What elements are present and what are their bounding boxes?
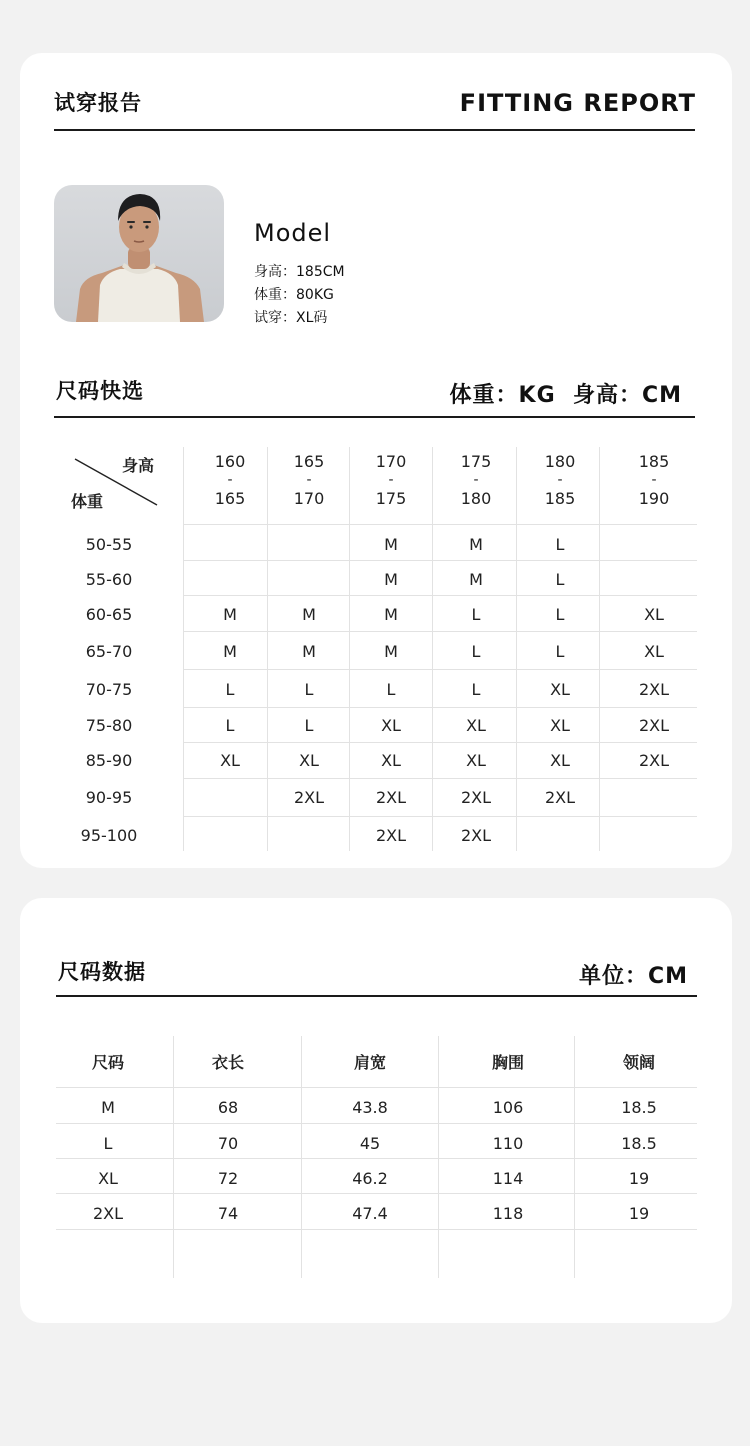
size-data-cell: 45: [359, 1134, 381, 1153]
size-data-cell: 19: [628, 1204, 650, 1223]
size-cell: XL: [466, 716, 486, 735]
size-data-cell: 114: [492, 1169, 524, 1188]
size-cell: M: [302, 642, 316, 661]
size-cell: L: [555, 570, 565, 589]
size-data-cell: 74: [217, 1204, 239, 1223]
size-cell: L: [304, 716, 314, 735]
weight-range-label: 70-75: [85, 680, 133, 699]
size-cell: L: [471, 605, 481, 624]
model-name: Model: [254, 219, 332, 247]
quick-grid-hline: [183, 631, 697, 632]
quick-grid-hline: [183, 707, 697, 708]
quick-grid-vline: [599, 447, 600, 851]
size-data-cell: 18.5: [621, 1134, 657, 1153]
size-cell: 2XL: [638, 680, 670, 699]
quick-grid-vline: [267, 447, 268, 851]
size-data-header: 衣长: [211, 1053, 245, 1072]
size-cell: M: [223, 642, 237, 661]
size-cell: M: [223, 605, 237, 624]
size-data-cell: 118: [492, 1204, 524, 1223]
size-data-cell: XL: [98, 1169, 118, 1188]
height-range-from: 185: [638, 452, 670, 471]
size-grid-hline: [56, 1193, 697, 1194]
size-grid-hline: [56, 1123, 697, 1124]
height-range-from: 180: [544, 452, 576, 471]
corner-height-label: 身高: [122, 456, 155, 475]
weight-range-label: 65-70: [85, 642, 133, 661]
size-cell: L: [555, 535, 565, 554]
size-cell: XL: [644, 605, 664, 624]
height-range-dash: -: [557, 472, 563, 488]
size-grid-hline: [56, 1158, 697, 1159]
fitting-title-cn: 试穿报告: [54, 91, 142, 115]
size-data-header: 肩宽: [353, 1053, 387, 1072]
size-data-cell: 106: [492, 1098, 524, 1117]
size-cell: 2XL: [375, 788, 407, 807]
size-cell: L: [471, 680, 481, 699]
size-data-cell: 70: [217, 1134, 239, 1153]
height-range-to: 165: [214, 489, 246, 508]
size-data-cell: 46.2: [352, 1169, 388, 1188]
size-grid-hline: [56, 1229, 697, 1230]
model-photo: [54, 185, 224, 322]
size-cell: XL: [550, 680, 570, 699]
quick-grid-vline: [349, 447, 350, 851]
size-data-header: 尺码: [91, 1053, 125, 1072]
size-cell: XL: [381, 751, 401, 770]
size-cell: M: [469, 570, 483, 589]
size-data-cell: 18.5: [621, 1098, 657, 1117]
quick-grid-vline: [183, 447, 184, 851]
height-range-dash: -: [651, 472, 657, 488]
size-data-cell: M: [101, 1098, 115, 1117]
height-range-dash: -: [388, 472, 394, 488]
size-cell: M: [384, 570, 398, 589]
height-range-from: 170: [375, 452, 407, 471]
size-data-header: 胸围: [491, 1053, 525, 1072]
size-grid-vline: [173, 1036, 174, 1278]
height-range-to: 170: [293, 489, 325, 508]
height-range-to: 185: [544, 489, 576, 508]
size-cell: XL: [220, 751, 240, 770]
quick-grid-hline: [183, 742, 697, 743]
size-cell: 2XL: [638, 751, 670, 770]
size-cell: L: [304, 680, 314, 699]
height-range-to: 180: [460, 489, 492, 508]
size-data-cell: L: [103, 1134, 113, 1153]
size-cell: L: [386, 680, 396, 699]
corner-diagonal-icon: [70, 451, 170, 511]
quick-size-rule: [54, 416, 695, 418]
quick-grid-hline: [183, 816, 697, 817]
height-range-from: 175: [460, 452, 492, 471]
size-cell: XL: [381, 716, 401, 735]
size-cell: L: [225, 680, 235, 699]
model-size: 试穿：XL码: [254, 310, 328, 326]
quick-size-title: 尺码快选: [56, 379, 144, 403]
size-data-cell: 72: [217, 1169, 239, 1188]
size-cell: M: [384, 642, 398, 661]
size-data-cell: 68: [217, 1098, 239, 1117]
size-data-title: 尺码数据: [58, 960, 146, 984]
fitting-title-rule: [54, 129, 695, 131]
size-cell: M: [384, 535, 398, 554]
size-cell: XL: [466, 751, 486, 770]
size-data-cell: 110: [492, 1134, 524, 1153]
size-cell: L: [471, 642, 481, 661]
size-cell: M: [384, 605, 398, 624]
weight-range-label: 75-80: [85, 716, 133, 735]
model-height: 身高：185CM: [254, 264, 345, 280]
size-cell: 2XL: [460, 788, 492, 807]
size-grid-vline: [301, 1036, 302, 1278]
model-weight: 体重：80KG: [254, 287, 334, 303]
size-cell: 2XL: [544, 788, 576, 807]
weight-range-label: 95-100: [80, 826, 138, 845]
fitting-title-en: FITTING REPORT: [459, 89, 696, 117]
size-cell: XL: [299, 751, 319, 770]
fitting-report-card: [20, 53, 732, 868]
size-grid-vline: [438, 1036, 439, 1278]
size-cell: M: [469, 535, 483, 554]
weight-range-label: 50-55: [85, 535, 133, 554]
size-data-rule: [56, 995, 697, 997]
weight-range-label: 85-90: [85, 751, 133, 770]
size-cell: 2XL: [460, 826, 492, 845]
size-cell: L: [555, 605, 565, 624]
corner-weight-label: 体重: [71, 492, 104, 511]
size-cell: M: [302, 605, 316, 624]
quick-grid-hline: [183, 778, 697, 779]
height-range-to: 190: [638, 489, 670, 508]
size-data-card: [20, 898, 732, 1323]
height-range-from: 160: [214, 452, 246, 471]
weight-range-label: 90-95: [85, 788, 133, 807]
size-grid-vline: [574, 1036, 575, 1278]
size-grid-hline: [56, 1087, 697, 1088]
size-data-cell: 47.4: [352, 1204, 388, 1223]
quick-grid-hline: [183, 560, 697, 561]
size-cell: XL: [644, 642, 664, 661]
height-range-dash: -: [306, 472, 312, 488]
size-data-cell: 2XL: [92, 1204, 124, 1223]
quick-grid-hline: [183, 669, 697, 670]
height-range-dash: -: [227, 472, 233, 488]
size-cell: 2XL: [375, 826, 407, 845]
height-range-from: 165: [293, 452, 325, 471]
weight-range-label: 55-60: [85, 570, 133, 589]
height-range-dash: -: [473, 472, 479, 488]
weight-range-label: 60-65: [85, 605, 133, 624]
size-cell: XL: [550, 751, 570, 770]
size-data-header: 领阔: [622, 1053, 656, 1072]
size-data-unit: 单位：CM: [578, 964, 688, 989]
quick-grid-hline: [183, 524, 697, 525]
height-range-to: 175: [375, 489, 407, 508]
quick-grid-vline: [432, 447, 433, 851]
size-data-cell: 19: [628, 1169, 650, 1188]
quick-grid-hline: [183, 595, 697, 596]
size-data-cell: 43.8: [352, 1098, 388, 1117]
size-cell: L: [555, 642, 565, 661]
model-figure-icon: [54, 185, 224, 322]
size-cell: 2XL: [293, 788, 325, 807]
size-cell: 2XL: [638, 716, 670, 735]
size-cell: XL: [550, 716, 570, 735]
quick-size-units: 体重：KG 身高：CM: [449, 383, 682, 408]
size-cell: L: [225, 716, 235, 735]
quick-grid-vline: [516, 447, 517, 851]
